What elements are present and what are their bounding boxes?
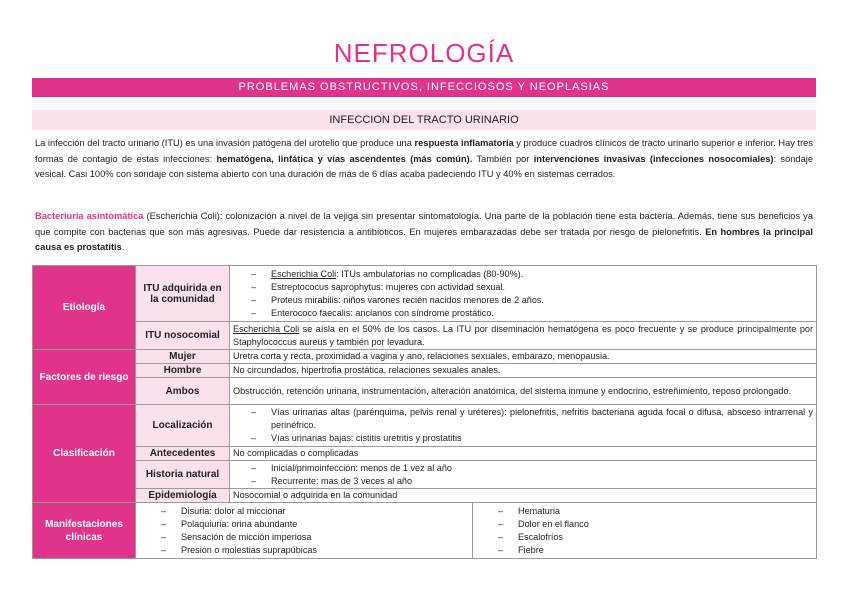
category-factores-riesgo: Factores de riesgo <box>33 350 136 405</box>
cell-historia-natural <box>230 461 817 489</box>
manifestaciones-list-left <box>139 505 469 557</box>
localizacion-list <box>233 406 813 445</box>
subcategory-epidemiologia: Epidemiología <box>136 489 230 503</box>
category-manifestaciones: Manifestaciones clínicas <box>33 503 136 559</box>
subcategory-mujer: Mujer <box>136 350 230 364</box>
list-item: – Vías urinarias bajas: cistitis uretritis y prostatitis <box>233 432 813 445</box>
table-row <box>33 364 817 378</box>
cell-text: se aísla en el 50% de los casos. La ITU por diseminación hematógena es poco frecuente y se produce principalmente por Staphylococcus aureus y también por levadura. <box>233 323 813 347</box>
list-item: – Sensación de micción imperiosa <box>139 531 469 544</box>
table-row <box>33 266 817 322</box>
table-row <box>33 447 817 461</box>
intro-bold: hematógena, linfática y vías ascendentes (más común). <box>216 153 473 164</box>
cell-antecedentes: No complicadas o complicadas <box>230 447 817 461</box>
table-row <box>33 461 817 489</box>
table-row <box>33 489 817 503</box>
cell-itu-comunidad <box>230 266 817 322</box>
cell-mujer: Uretra corta y recta, proximidad a vagina y ano, relaciones sexuales, embarazo, menopausia. <box>230 350 817 364</box>
subcategory-hombre: Hombre <box>136 364 230 378</box>
list-item: – Inicial/primoinfección: menos de 1 vez al año <box>233 462 813 475</box>
table-row <box>33 322 817 350</box>
table-row <box>33 350 817 364</box>
category-clasificacion: Clasificación <box>33 405 136 503</box>
subcategory-localizacion: Localización <box>136 405 230 447</box>
bacteriuria-bold: En hombres la principal causa es prostatitis <box>35 226 813 252</box>
subcategory-ambos: Ambos <box>136 378 230 405</box>
cell-manifestaciones-right <box>473 503 817 559</box>
list-item: – Vías urinarias altas (parénquima, pelvis renal y uréteres): pielonefritis, nefritis bacteriana aguda focal o difusa, absceso intrarrenal y perinéfrico. <box>233 406 813 432</box>
subcategory-itu-comunidad: ITU adquirida en la comunidad <box>136 266 230 322</box>
list-item: – Fiebre <box>476 544 813 557</box>
cell-itu-nosocomial <box>230 322 817 350</box>
bacteriuria-text: . <box>121 242 125 252</box>
itu-comunidad-list <box>233 268 813 320</box>
intro-text: También por <box>472 153 534 164</box>
intro-text: : sondaje vesical. Casi 100% con sondaje con sistema abierto con una duración de más de 6 días acaba padeciendo ITU y 40% en sistemas cerrados. <box>35 153 813 179</box>
intro-text: y produce cuadros clínicos de tracto urinario superior e inferior. Hay tres formas de contagio de estas infecciones: <box>35 138 813 164</box>
list-item: – Disuria: dolor al miccionar <box>139 505 469 518</box>
cell-ambos: Obstrucción, retención urinaria, instrumentación, alteración anatómica, del sistema inmune y endocrino, estreñimiento, reposo prolongado. <box>230 378 817 405</box>
bacteriuria-paragraph <box>35 209 813 256</box>
cell-hombre: No circundados, hipertrofia prostática, relaciones sexuales anales. <box>230 364 817 378</box>
category-etiologia: Etiología <box>33 266 136 350</box>
organism-name: Escherichia Coli <box>271 268 337 279</box>
organism-name: Escherichia Coli <box>233 323 300 334</box>
bacteriuria-term: Bacteriuria asintomática <box>35 211 144 221</box>
list-item: – Escalofríos <box>476 531 813 544</box>
table-row <box>33 503 817 559</box>
subcategory-itu-nosocomial: ITU nosocomial <box>136 322 230 350</box>
cell-localizacion <box>230 405 817 447</box>
manifestaciones-list-right <box>476 505 813 557</box>
list-item: – Dolor en el flanco <box>476 518 813 531</box>
list-item: – Hematuria <box>476 505 813 518</box>
itu-summary-table <box>32 265 817 559</box>
list-item: – Proteus mirabilis: niños varones recién nacidos menores de 2 años. <box>233 294 813 307</box>
list-item: – Escherichia Coli: ITUs ambulatorias no complicadas (80-90%). <box>233 268 813 281</box>
cell-manifestaciones-left <box>136 503 473 559</box>
table-row <box>33 378 817 405</box>
table-row <box>33 405 817 447</box>
intro-bold: intervenciones invasivas (infecciones nosocomiales) <box>533 153 774 164</box>
list-item: – Enterococo faecalis: ancianos con síndrome prostático. <box>233 307 813 320</box>
intro-paragraph <box>35 136 813 183</box>
list-item: – Presión o molestias suprapúbicas <box>139 544 469 557</box>
historia-natural-list <box>233 462 813 488</box>
cell-epidemiologia: Nosocomial o adquirida en la comunidad <box>230 489 817 503</box>
list-item: – Polaquiuria: orina abundante <box>139 518 469 531</box>
topic-banner: PROBLEMAS OBSTRUCTIVOS, INFECCIOSOS Y NEOPLASIAS <box>32 78 816 97</box>
intro-bold: respuesta inflamatoria <box>414 138 514 148</box>
bacteriuria-text: (Escherichia Coli): colonización a nivel de la vejiga sin presentar sintomatología. Una parte de la población tiene esta bacteria. Además, tiene sus beneficios ya que compite con bacterias que son más agresivas. Puede dar resistencia a antibióticos. En mujeres embarazadas debe ser tratada por riesgo de pielonefritis. <box>35 211 813 237</box>
page-title: NEFROLOGÍA <box>333 38 515 68</box>
section-heading: INFECCION DEL TRACTO URINARIO <box>32 110 816 130</box>
list-item: – Recurrente: mas de 3 veces al año <box>233 475 813 488</box>
intro-text: La infección del tracto urinario (ITU) es una invasión patógena del urotelio que produce una <box>35 138 415 148</box>
subcategory-antecedentes: Antecedentes <box>136 447 230 461</box>
subcategory-historia-natural: Historia natural <box>136 461 230 489</box>
list-item: – Estreptococus saprophytus: mujeres con actividad sexual. <box>233 281 813 294</box>
